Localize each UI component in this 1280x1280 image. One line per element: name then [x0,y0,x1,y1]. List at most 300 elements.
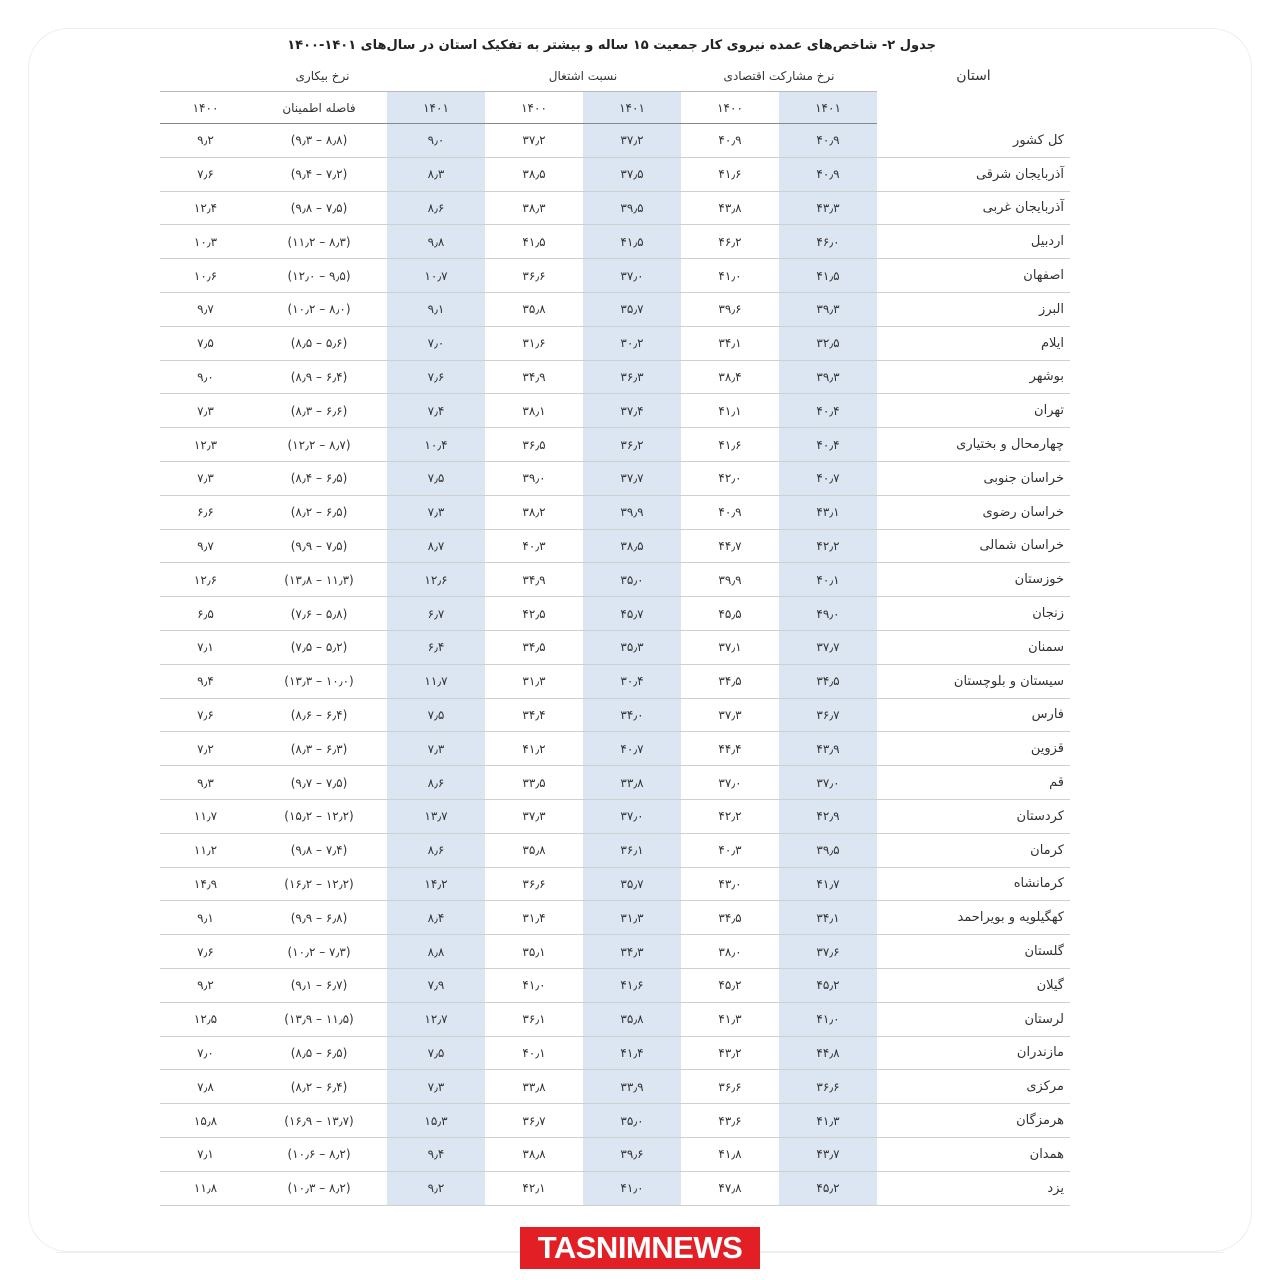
employment-1401-cell: ۳۷٫۷ [583,461,681,495]
unemployment-1400-cell: ۹٫۳ [160,766,251,800]
province-name-cell: یزد [877,1171,1070,1205]
employment-1400-cell: ۴۰٫۱ [485,1036,583,1070]
table-row [160,732,1070,766]
unemployment-1401-cell: ۱۲٫۷ [387,1002,485,1036]
employment-1400-cell: ۳۵٫۱ [485,935,583,969]
participation-1401-cell: ۴۰٫۱ [779,563,877,597]
unemployment-1400-cell: ۱۱٫۷ [160,799,251,833]
participation-1401-cell: ۴۱٫۳ [779,1104,877,1138]
province-name-cell: ایلام [877,326,1070,360]
province-name-cell: فارس [877,698,1070,732]
employment-1401-cell: ۴۱٫۶ [583,968,681,1002]
confidence-interval-cell: (۶٫۶ – ۸٫۳) [251,394,387,428]
confidence-interval-cell: (۱۲٫۲ – ۱۶٫۲) [251,867,387,901]
participation-1400-cell: ۳۷٫۱ [681,630,779,664]
confidence-interval-cell: (۶٫۵ – ۸٫۵) [251,1036,387,1070]
employment-1400-cell: ۴۰٫۳ [485,529,583,563]
participation-1401-cell: ۴۰٫۴ [779,394,877,428]
employment-1400-cell: ۳۸٫۵ [485,157,583,191]
province-name-cell: لرستان [877,1002,1070,1036]
employment-1401-cell: ۳۵٫۰ [583,1104,681,1138]
unemployment-1400-cell: ۷٫۰ [160,1036,251,1070]
confidence-interval-cell: (۱۰٫۰ – ۱۳٫۳) [251,664,387,698]
province-name-cell: کل کشور [877,124,1070,158]
employment-1400-header: ۱۴۰۰ [485,92,583,124]
employment-1400-cell: ۳۸٫۱ [485,394,583,428]
unemployment-1401-cell: ۱۴٫۲ [387,867,485,901]
employment-1401-cell: ۳۶٫۱ [583,833,681,867]
participation-1401-cell: ۴۳٫۳ [779,191,877,225]
confidence-interval-cell: (۵٫۶ – ۸٫۵) [251,326,387,360]
participation-1400-cell: ۴۲٫۰ [681,461,779,495]
unemployment-1401-cell: ۷٫۵ [387,1036,485,1070]
table-row [160,698,1070,732]
unemployment-1401-cell: ۸٫۶ [387,766,485,800]
table-row [160,1070,1070,1104]
province-name-cell: کردستان [877,799,1070,833]
table-row [160,495,1070,529]
table-row [160,225,1070,259]
unemployment-1401-cell: ۹٫۸ [387,225,485,259]
participation-1400-cell: ۴۳٫۰ [681,867,779,901]
province-name-cell: اردبیل [877,225,1070,259]
participation-1401-cell: ۴۱٫۵ [779,259,877,293]
participation-1400-cell: ۳۹٫۹ [681,563,779,597]
unemployment-1401-cell: ۱۵٫۳ [387,1104,485,1138]
confidence-interval-cell: (۶٫۵ – ۸٫۴) [251,461,387,495]
table-row [160,157,1070,191]
participation-1400-cell: ۴۳٫۶ [681,1104,779,1138]
participation-1400-cell: ۴۱٫۰ [681,259,779,293]
table-row [160,766,1070,800]
unemployment-1400-cell: ۱۵٫۸ [160,1104,251,1138]
unemployment-1400-cell: ۱۴٫۹ [160,867,251,901]
participation-1400-cell: ۳۴٫۵ [681,664,779,698]
province-name-cell: قزوین [877,732,1070,766]
employment-1401-cell: ۳۷٫۰ [583,799,681,833]
unemployment-1400-cell: ۹٫۱ [160,901,251,935]
unemployment-1401-cell: ۸٫۸ [387,935,485,969]
table-row [160,461,1070,495]
employment-1401-cell: ۴۵٫۷ [583,597,681,631]
unemployment-1401-cell: ۸٫۶ [387,191,485,225]
employment-1400-cell: ۳۸٫۲ [485,495,583,529]
participation-1401-cell: ۴۰٫۷ [779,461,877,495]
unemployment-1401-cell: ۱۲٫۶ [387,563,485,597]
employment-1400-cell: ۳۵٫۸ [485,292,583,326]
table-row [160,191,1070,225]
employment-1400-cell: ۳۴٫۴ [485,698,583,732]
province-header: استان [956,68,991,84]
table-row [160,1137,1070,1171]
participation-1401-cell: ۴۲٫۲ [779,529,877,563]
participation-1401-cell: ۴۳٫۷ [779,1137,877,1171]
employment-1400-cell: ۳۶٫۶ [485,259,583,293]
employment-1401-cell: ۳۱٫۳ [583,901,681,935]
employment-header: نسبت اشتغال [485,60,681,92]
unemployment-1401-cell: ۹٫۴ [387,1137,485,1171]
unemployment-1401-cell: ۱۳٫۷ [387,799,485,833]
participation-1401-cell: ۴۰٫۹ [779,157,877,191]
participation-1400-cell: ۴۵٫۲ [681,968,779,1002]
confidence-interval-cell: (۹٫۵ – ۱۲٫۰) [251,259,387,293]
participation-1401-cell: ۴۰٫۴ [779,428,877,462]
confidence-interval-cell: (۷٫۲ – ۹٫۴) [251,157,387,191]
employment-1401-cell: ۳۵٫۷ [583,867,681,901]
province-name-cell: زنجان [877,597,1070,631]
unemployment-1400-cell: ۷٫۸ [160,1070,251,1104]
province-name-cell: گلستان [877,935,1070,969]
confidence-interval-cell: (۸٫۳ – ۱۱٫۲) [251,225,387,259]
employment-1401-cell: ۳۷٫۰ [583,259,681,293]
confidence-interval-cell: (۷٫۴ – ۹٫۸) [251,833,387,867]
unemployment-1401-cell: ۸٫۴ [387,901,485,935]
participation-header: نرخ مشارکت اقتصادی [681,60,877,92]
unemployment-1400-cell: ۶٫۶ [160,495,251,529]
employment-1401-cell: ۳۹٫۶ [583,1137,681,1171]
participation-1400-cell: ۴۱٫۸ [681,1137,779,1171]
employment-1401-cell: ۴۱٫۰ [583,1171,681,1205]
employment-1401-cell: ۴۱٫۴ [583,1036,681,1070]
participation-1400-cell: ۴۱٫۶ [681,428,779,462]
employment-1400-cell: ۳۵٫۸ [485,833,583,867]
employment-1401-cell: ۳۸٫۵ [583,529,681,563]
confidence-interval-cell: (۸٫۷ – ۱۲٫۲) [251,428,387,462]
confidence-interval-cell: (۵٫۲ – ۷٫۵) [251,630,387,664]
participation-1401-cell: ۴۱٫۰ [779,1002,877,1036]
participation-1401-header: ۱۴۰۱ [779,92,877,124]
confidence-interval-cell: (۷٫۵ – ۹٫۷) [251,766,387,800]
employment-1401-cell: ۳۴٫۰ [583,698,681,732]
employment-1400-cell: ۳۶٫۷ [485,1104,583,1138]
employment-1401-cell: ۳۹٫۵ [583,191,681,225]
province-name-cell: هرمزگان [877,1104,1070,1138]
employment-1400-cell: ۳۱٫۳ [485,664,583,698]
unemployment-1400-cell: ۹٫۴ [160,664,251,698]
table-row [160,529,1070,563]
employment-1401-cell: ۳۵٫۸ [583,1002,681,1036]
participation-1400-cell: ۴۱٫۳ [681,1002,779,1036]
employment-1401-cell: ۳۰٫۴ [583,664,681,698]
province-name-cell: تهران [877,394,1070,428]
participation-1400-cell: ۴۵٫۵ [681,597,779,631]
table-row [160,664,1070,698]
unemployment-1401-cell: ۷٫۴ [387,394,485,428]
unemployment-1401-cell: ۷٫۵ [387,698,485,732]
unemployment-1400-cell: ۱۱٫۲ [160,833,251,867]
province-name-cell: کهگیلویه و بویراحمد [877,901,1070,935]
unemployment-1401-cell: ۷٫۹ [387,968,485,1002]
participation-1401-cell: ۴۰٫۹ [779,124,877,158]
table-row [160,901,1070,935]
participation-1401-cell: ۳۶٫۶ [779,1070,877,1104]
employment-1401-cell: ۳۵٫۳ [583,630,681,664]
province-name-cell: کرمان [877,833,1070,867]
labor-stats-table [160,60,1070,1206]
unemployment-1400-cell: ۷٫۲ [160,732,251,766]
participation-1401-cell: ۴۵٫۲ [779,968,877,1002]
unemployment-1401-cell: ۷٫۵ [387,461,485,495]
province-name-cell: آذربایجان شرقی [877,157,1070,191]
unemployment-1400-cell: ۹٫۷ [160,292,251,326]
participation-1400-cell: ۴۴٫۴ [681,732,779,766]
employment-1401-cell: ۳۶٫۲ [583,428,681,462]
confidence-interval-cell: (۶٫۴ – ۸٫۹) [251,360,387,394]
participation-1400-header: ۱۴۰۰ [681,92,779,124]
participation-1400-cell: ۴۰٫۹ [681,495,779,529]
unemployment-header: نرخ بیکاری [160,60,485,92]
participation-1400-cell: ۴۰٫۹ [681,124,779,158]
province-name-cell: خراسان جنوبی [877,461,1070,495]
employment-1400-cell: ۴۱٫۰ [485,968,583,1002]
unemployment-1400-cell: ۷٫۱ [160,630,251,664]
table-row [160,1036,1070,1070]
employment-1401-cell: ۳۳٫۹ [583,1070,681,1104]
unemployment-1400-cell: ۷٫۵ [160,326,251,360]
unemployment-1400-cell: ۶٫۵ [160,597,251,631]
participation-1401-cell: ۴۶٫۰ [779,225,877,259]
participation-1401-cell: ۴۳٫۹ [779,732,877,766]
employment-1401-cell: ۴۱٫۵ [583,225,681,259]
employment-1400-cell: ۳۳٫۵ [485,766,583,800]
table-row [160,360,1070,394]
table-caption: جدول ۲- شاخص‌های عمده نیروی کار جمعیت ۱۵ ساله و بیشتر به تفکیک استان در سال‌های ۱۴۰۱-۱۴۰۰ [287,38,936,53]
unemployment-1400-cell: ۹٫۰ [160,360,251,394]
employment-1401-cell: ۳۵٫۷ [583,292,681,326]
confidence-interval-cell: (۶٫۸ – ۹٫۹) [251,901,387,935]
confidence-interval-cell: (۷٫۳ – ۱۰٫۲) [251,935,387,969]
province-name-cell: سیستان و بلوچستان [877,664,1070,698]
confidence-interval-cell: (۶٫۴ – ۸٫۶) [251,698,387,732]
province-name-cell: مرکزی [877,1070,1070,1104]
unemployment-1400-cell: ۷٫۶ [160,157,251,191]
confidence-interval-cell: (۸٫۲ – ۱۰٫۶) [251,1137,387,1171]
province-name-cell: خراسان شمالی [877,529,1070,563]
table-row [160,630,1070,664]
unemployment-1400-header: ۱۴۰۰ [160,92,251,124]
province-name-cell: اصفهان [877,259,1070,293]
table-row [160,259,1070,293]
unemployment-1400-cell: ۱۲٫۳ [160,428,251,462]
unemployment-1400-cell: ۹٫۲ [160,124,251,158]
table-row [160,1104,1070,1138]
province-name-cell: مازندران [877,1036,1070,1070]
employment-1401-cell: ۳۷٫۴ [583,394,681,428]
table-row [160,867,1070,901]
employment-1400-cell: ۳۷٫۳ [485,799,583,833]
participation-1400-cell: ۴۰٫۳ [681,833,779,867]
confidence-interval-header: فاصله اطمینان [251,92,387,124]
province-name-cell: قم [877,766,1070,800]
unemployment-1401-cell: ۹٫۱ [387,292,485,326]
unemployment-1401-cell: ۶٫۷ [387,597,485,631]
employment-1400-cell: ۴۱٫۵ [485,225,583,259]
employment-1400-cell: ۳۶٫۱ [485,1002,583,1036]
confidence-interval-cell: (۶٫۴ – ۸٫۲) [251,1070,387,1104]
employment-1401-cell: ۳۳٫۸ [583,766,681,800]
unemployment-1401-cell: ۷٫۶ [387,360,485,394]
employment-1400-cell: ۳۸٫۳ [485,191,583,225]
unemployment-1401-cell: ۸٫۶ [387,833,485,867]
unemployment-1401-cell: ۹٫۲ [387,1171,485,1205]
participation-1401-cell: ۴۱٫۷ [779,867,877,901]
employment-1401-cell: ۳۹٫۹ [583,495,681,529]
unemployment-1401-cell: ۸٫۷ [387,529,485,563]
confidence-interval-cell: (۶٫۳ – ۸٫۳) [251,732,387,766]
confidence-interval-cell: (۵٫۸ – ۷٫۶) [251,597,387,631]
participation-1400-cell: ۳۹٫۶ [681,292,779,326]
table-row [160,799,1070,833]
province-name-cell: خوزستان [877,563,1070,597]
confidence-interval-cell: (۸٫۸ – ۹٫۳) [251,124,387,158]
unemployment-1401-cell: ۹٫۰ [387,124,485,158]
table-row [160,124,1070,158]
employment-1400-cell: ۳۱٫۴ [485,901,583,935]
employment-1400-cell: ۴۱٫۲ [485,732,583,766]
unemployment-1401-header: ۱۴۰۱ [387,92,485,124]
unemployment-1400-cell: ۷٫۳ [160,394,251,428]
table-row [160,1171,1070,1205]
table-row [160,394,1070,428]
unemployment-1401-cell: ۷٫۳ [387,495,485,529]
confidence-interval-cell: (۱۱٫۳ – ۱۳٫۸) [251,563,387,597]
confidence-interval-cell: (۶٫۵ – ۸٫۲) [251,495,387,529]
unemployment-1400-cell: ۱۲٫۵ [160,1002,251,1036]
table-row [160,968,1070,1002]
tasnim-logo: TASNIMNEWS [520,1227,760,1269]
unemployment-1401-cell: ۶٫۴ [387,630,485,664]
unemployment-1400-cell: ۷٫۳ [160,461,251,495]
unemployment-1400-cell: ۷٫۶ [160,935,251,969]
unemployment-1400-cell: ۱۰٫۳ [160,225,251,259]
participation-1401-cell: ۳۴٫۱ [779,901,877,935]
province-name-cell: سمنان [877,630,1070,664]
unemployment-1400-cell: ۱۰٫۶ [160,259,251,293]
employment-1400-cell: ۴۲٫۵ [485,597,583,631]
unemployment-1400-cell: ۷٫۱ [160,1137,251,1171]
participation-1401-cell: ۳۷٫۷ [779,630,877,664]
unemployment-1401-cell: ۱۰٫۷ [387,259,485,293]
province-name-cell: کرمانشاه [877,867,1070,901]
table-row [160,428,1070,462]
participation-1400-cell: ۴۳٫۲ [681,1036,779,1070]
participation-1400-cell: ۴۱٫۱ [681,394,779,428]
unemployment-1400-cell: ۹٫۲ [160,968,251,1002]
province-name-cell: خراسان رضوی [877,495,1070,529]
unemployment-1401-cell: ۸٫۳ [387,157,485,191]
unemployment-1401-cell: ۷٫۰ [387,326,485,360]
participation-1400-cell: ۴۳٫۸ [681,191,779,225]
participation-1401-cell: ۴۳٫۱ [779,495,877,529]
participation-1400-cell: ۳۶٫۶ [681,1070,779,1104]
confidence-interval-cell: (۶٫۷ – ۹٫۱) [251,968,387,1002]
table-row [160,935,1070,969]
employment-1401-cell: ۳۷٫۵ [583,157,681,191]
unemployment-1401-cell: ۱۰٫۴ [387,428,485,462]
participation-1401-cell: ۳۹٫۵ [779,833,877,867]
unemployment-1400-cell: ۱۲٫۴ [160,191,251,225]
province-name-cell: گیلان [877,968,1070,1002]
table-row [160,292,1070,326]
participation-1400-cell: ۴۶٫۲ [681,225,779,259]
employment-1400-cell: ۳۴٫۹ [485,563,583,597]
employment-1400-cell: ۳۶٫۶ [485,867,583,901]
employment-1400-cell: ۳۶٫۵ [485,428,583,462]
participation-1400-cell: ۳۴٫۱ [681,326,779,360]
confidence-interval-cell: (۱۱٫۵ – ۱۳٫۹) [251,1002,387,1036]
participation-1401-cell: ۴۹٫۰ [779,597,877,631]
unemployment-1401-cell: ۷٫۳ [387,1070,485,1104]
province-name-cell: بوشهر [877,360,1070,394]
employment-1400-cell: ۳۴٫۵ [485,630,583,664]
unemployment-1400-cell: ۱۲٫۶ [160,563,251,597]
table-row [160,326,1070,360]
employment-1401-cell: ۳۰٫۲ [583,326,681,360]
employment-1400-cell: ۳۸٫۸ [485,1137,583,1171]
employment-1400-cell: ۳۷٫۲ [485,124,583,158]
province-name-cell: آذربایجان غربی [877,191,1070,225]
participation-1400-cell: ۳۸٫۴ [681,360,779,394]
participation-1400-cell: ۳۷٫۰ [681,766,779,800]
table-row [160,833,1070,867]
participation-1400-cell: ۳۷٫۳ [681,698,779,732]
employment-1400-cell: ۳۴٫۹ [485,360,583,394]
confidence-interval-cell: (۷٫۵ – ۹٫۸) [251,191,387,225]
employment-1400-cell: ۳۳٫۸ [485,1070,583,1104]
participation-1400-cell: ۳۸٫۰ [681,935,779,969]
participation-1401-cell: ۳۷٫۶ [779,935,877,969]
table-row [160,563,1070,597]
employment-1401-cell: ۳۴٫۳ [583,935,681,969]
participation-1401-cell: ۳۴٫۵ [779,664,877,698]
confidence-interval-cell: (۱۲٫۲ – ۱۵٫۲) [251,799,387,833]
confidence-interval-cell: (۸٫۲ – ۱۰٫۳) [251,1171,387,1205]
table-row [160,1002,1070,1036]
province-name-cell: البرز [877,292,1070,326]
participation-1401-cell: ۴۲٫۹ [779,799,877,833]
employment-1400-cell: ۳۹٫۰ [485,461,583,495]
participation-1401-cell: ۳۲٫۵ [779,326,877,360]
employment-1401-header: ۱۴۰۱ [583,92,681,124]
participation-1400-cell: ۳۴٫۵ [681,901,779,935]
unemployment-1401-cell: ۱۱٫۷ [387,664,485,698]
participation-1401-cell: ۳۹٫۳ [779,292,877,326]
participation-1401-cell: ۴۴٫۸ [779,1036,877,1070]
employment-1400-cell: ۳۱٫۶ [485,326,583,360]
province-name-cell: همدان [877,1137,1070,1171]
employment-1401-cell: ۴۰٫۷ [583,732,681,766]
participation-1401-cell: ۳۶٫۷ [779,698,877,732]
participation-1401-cell: ۳۷٫۰ [779,766,877,800]
participation-1401-cell: ۳۹٫۳ [779,360,877,394]
participation-1400-cell: ۴۱٫۶ [681,157,779,191]
confidence-interval-cell: (۱۳٫۷ – ۱۶٫۹) [251,1104,387,1138]
participation-1400-cell: ۴۴٫۷ [681,529,779,563]
employment-1401-cell: ۳۷٫۲ [583,124,681,158]
employment-1400-cell: ۴۲٫۱ [485,1171,583,1205]
confidence-interval-cell: (۷٫۵ – ۹٫۹) [251,529,387,563]
participation-1400-cell: ۴۷٫۸ [681,1171,779,1205]
unemployment-1400-cell: ۹٫۷ [160,529,251,563]
employment-1401-cell: ۳۶٫۳ [583,360,681,394]
unemployment-1401-cell: ۷٫۳ [387,732,485,766]
province-name-cell: چهارمحال و بختیاری [877,428,1070,462]
table-row [160,597,1070,631]
unemployment-1400-cell: ۷٫۶ [160,698,251,732]
participation-1401-cell: ۴۵٫۲ [779,1171,877,1205]
confidence-interval-cell: (۸٫۰ – ۱۰٫۲) [251,292,387,326]
unemployment-1400-cell: ۱۱٫۸ [160,1171,251,1205]
